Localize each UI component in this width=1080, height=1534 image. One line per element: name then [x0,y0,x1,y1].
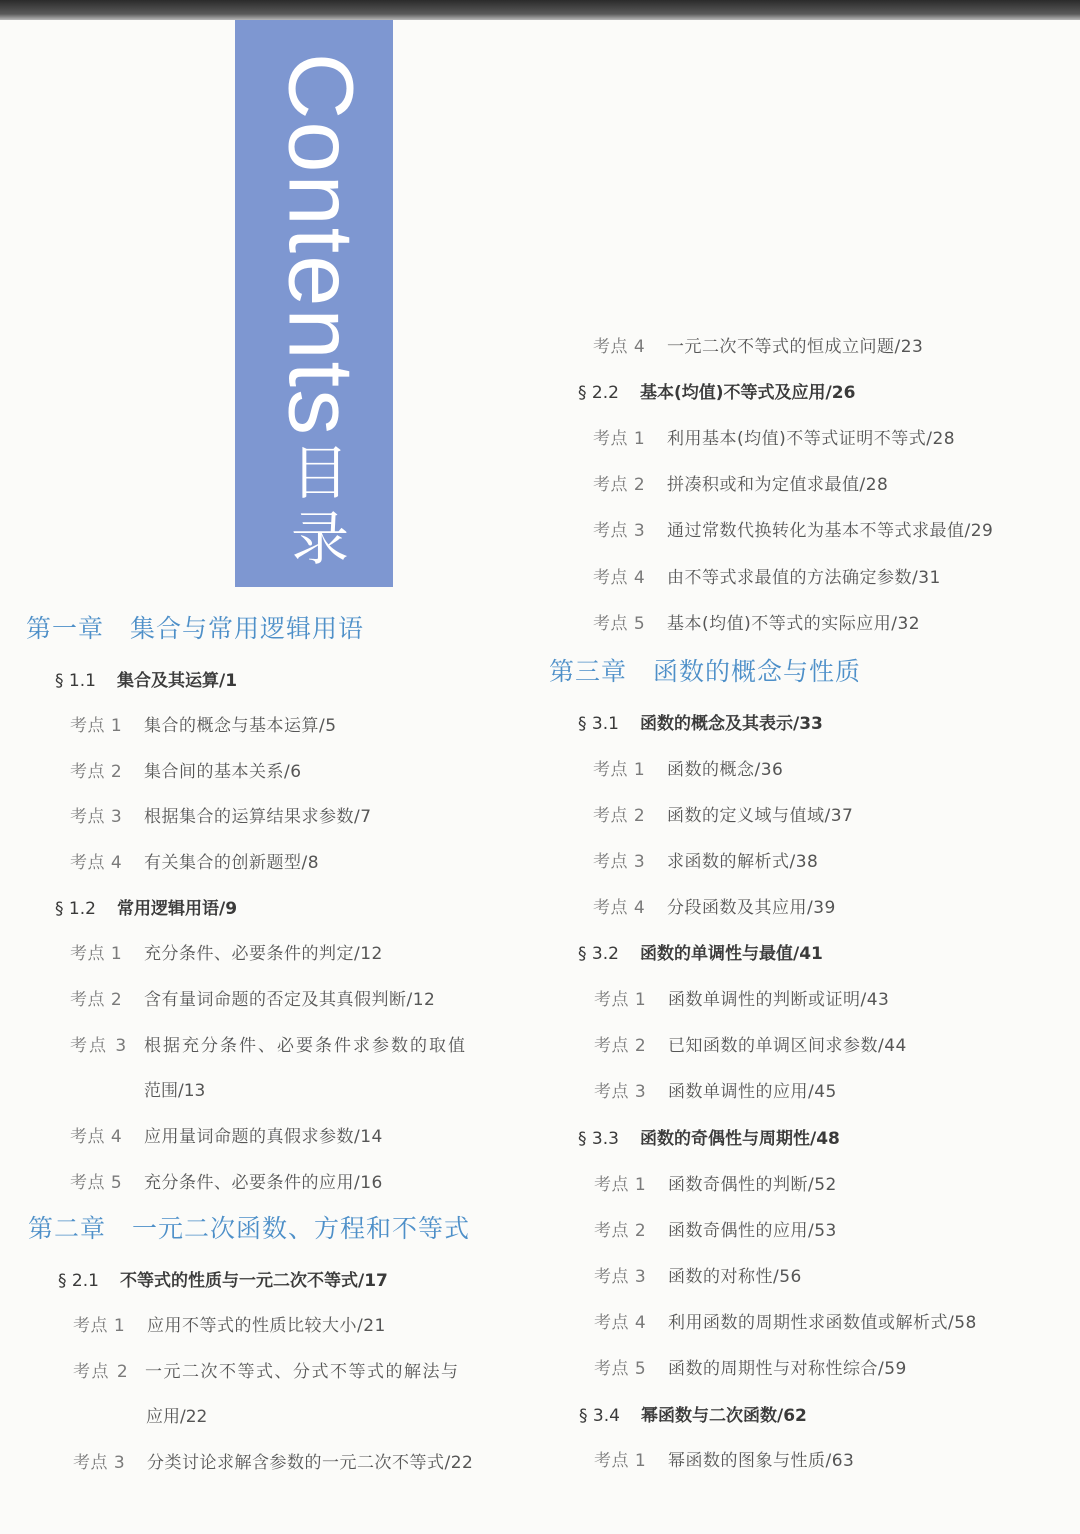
topic-text: 利用基本(均值)不等式证明不等式/28 [667,429,956,449]
topic-entry[interactable] [593,470,888,495]
topic-number: 考点 1 [73,1316,126,1336]
section-entry[interactable] [578,378,855,403]
section-number: § 2.1 [58,1271,99,1291]
topic-text: 函数的定义域与值域/37 [667,806,854,826]
topic-text: 根据充分条件、必要条件求参数的取值 [144,1036,467,1056]
topic-number: 考点 4 [70,1127,123,1147]
topic-text: 集合间的基本关系/6 [144,762,302,782]
topic-number: 考点 4 [70,853,123,873]
topic-entry[interactable] [593,516,993,541]
topic-entry[interactable] [594,1077,837,1102]
topic-text: 基本(均值)不等式的实际应用/32 [667,614,921,634]
chapter-heading [28,1209,470,1245]
topic-text: 函数奇偶性的判断/52 [668,1175,837,1195]
topic-text: 函数的概念/36 [667,760,784,780]
topic-entry[interactable] [70,711,337,736]
topic-text: 函数的对称性/56 [668,1267,802,1287]
topic-entry[interactable] [73,1311,386,1336]
section-entry[interactable] [578,709,823,734]
chapter-title: 集合与常用逻辑用语 [130,614,365,643]
topic-number: 考点 3 [593,521,646,541]
topic-number: 考点 3 [73,1453,126,1473]
topic-number: 考点 2 [70,990,123,1010]
topic-entry[interactable] [593,332,923,357]
topic-number: 考点 5 [594,1359,647,1379]
section-number: § 1.2 [55,899,96,919]
topic-number: 考点 2 [594,1036,647,1056]
topic-number: 考点 1 [593,429,646,449]
banner-title-zh-char: 目 [290,439,349,507]
topic-text: 含有量词命题的否定及其真假判断/12 [144,990,436,1010]
section-number: § 1.1 [55,671,96,691]
topic-number: 考点 1 [70,944,123,964]
section-number: § 3.1 [578,714,619,734]
topic-number: 考点 4 [593,568,646,588]
banner-title-en: Contents [269,52,372,438]
topic-number: 考点 3 [70,807,123,827]
topic-entry[interactable] [70,848,319,873]
topic-text: 一元二次不等式、分式不等式的解法与 [145,1362,460,1382]
topic-number: 考点 1 [593,760,646,780]
topic-entry[interactable] [593,609,920,634]
topic-text: 充分条件、必要条件的判定/12 [144,944,383,964]
topic-text: 分段函数及其应用/39 [667,898,836,918]
topic-number: 考点 3 [594,1082,647,1102]
section-number: § 3.2 [578,944,619,964]
section-number: § 3.4 [579,1406,620,1426]
topic-number: 考点 2 [594,1221,647,1241]
section-entry[interactable] [55,666,237,691]
section-number: § 2.2 [578,383,619,403]
topic-text: 根据集合的运算结果求参数/7 [144,807,372,827]
chapter-heading [549,652,861,688]
topic-text: 函数单调性的应用/45 [668,1082,837,1102]
section-title: 函数的奇偶性与周期性/48 [640,1129,840,1149]
topic-text: 利用函数的周期性求函数值或解析式/58 [668,1313,977,1333]
topic-text: 应用量词命题的真假求参数/14 [144,1127,383,1147]
chapter-number: 第二章 [28,1214,107,1243]
topic-entry[interactable] [593,801,853,826]
topic-text: 求函数的解析式/38 [667,852,819,872]
topic-text: 分类讨论求解含参数的一元二次不等式/22 [147,1453,474,1473]
chapter-title: 函数的概念与性质 [653,657,862,686]
topic-entry[interactable] [73,1448,473,1473]
topic-number: 考点 2 [70,762,123,782]
topic-text: 已知函数的单调区间求参数/44 [668,1036,907,1056]
topic-text: 应用不等式的性质比较大小/21 [147,1316,386,1336]
topic-number: 考点 3 [593,852,646,872]
topic-text: 有关集合的创新题型/8 [144,853,320,873]
topic-text: 通过常数代换转化为基本不等式求最值/29 [667,521,994,541]
topic-number: 考点 4 [593,898,646,918]
topic-number: 考点 5 [593,614,646,634]
topic-number: 考点 4 [594,1313,647,1333]
topic-entry[interactable] [593,847,818,872]
topic-number: 考点 1 [594,1175,647,1195]
topic-entry[interactable] [70,939,383,964]
topic-entry[interactable] [70,1122,383,1147]
topic-number: 考点 1 [594,1451,647,1471]
section-title: 常用逻辑用语/9 [117,899,238,919]
topic-entry[interactable] [594,1031,907,1056]
topic-text-continued: 范围/13 [144,1081,206,1101]
topic-number: 考点 2 [593,806,646,826]
topic-number: 考点 3 [594,1267,647,1287]
topic-text: 函数的周期性与对称性综合/59 [668,1359,907,1379]
topic-entry[interactable] [70,1168,383,1193]
topic-text: 函数奇偶性的应用/53 [668,1221,837,1241]
topic-entry[interactable] [593,893,836,918]
scan-top-edge [0,0,1080,20]
section-title: 函数的单调性与最值/41 [640,944,823,964]
topic-entry[interactable] [593,563,941,588]
topic-entry[interactable] [70,985,435,1010]
topic-text: 由不等式求最值的方法确定参数/31 [667,568,941,588]
topic-entry[interactable] [594,1446,854,1471]
topic-text-continued: 应用/22 [146,1407,208,1427]
topic-entry[interactable] [594,1262,802,1287]
topic-entry[interactable] [593,755,783,780]
topic-number: 考点 2 [593,475,646,495]
section-entry[interactable] [579,1401,807,1426]
section-entry[interactable] [578,939,823,964]
section-entry[interactable] [58,1266,388,1291]
topic-text: 拼凑积或和为定值求最值/28 [667,475,889,495]
topic-entry[interactable] [594,985,889,1010]
topic-entry[interactable] [70,757,302,782]
banner-title-zh-char: 录 [290,505,349,573]
chapter-title: 一元二次函数、方程和不等式 [132,1214,471,1243]
section-title: 不等式的性质与一元二次不等式/17 [120,1271,388,1291]
topic-entry[interactable] [594,1354,907,1379]
topic-number: 考点 4 [593,337,646,357]
topic-text: 幂函数的图象与性质/63 [668,1451,855,1471]
topic-number: 考点 1 [594,990,647,1010]
topic-entry[interactable] [594,1308,977,1333]
topic-entry[interactable] [73,1357,460,1382]
topic-number: 考点 3 [70,1036,129,1056]
chapter-number: 第三章 [549,657,628,686]
topic-entry[interactable] [594,1170,837,1195]
topic-text: 一元二次不等式的恒成立问题/23 [667,337,924,357]
section-title: 集合及其运算/1 [117,671,238,691]
section-title: 基本(均值)不等式及应用/26 [640,383,856,403]
topic-text: 集合的概念与基本运算/5 [144,716,337,736]
banner-title-zh [282,440,358,572]
section-title: 幂函数与二次函数/62 [641,1406,807,1426]
topic-text: 函数单调性的判断或证明/43 [668,990,890,1010]
topic-entry[interactable] [594,1216,837,1241]
chapter-heading [26,609,364,645]
topic-number: 考点 2 [73,1362,130,1382]
section-entry[interactable] [55,894,237,919]
section-entry[interactable] [578,1124,840,1149]
section-title: 函数的概念及其表示/33 [640,714,823,734]
topic-entry[interactable] [70,1031,467,1056]
section-number: § 3.3 [578,1129,619,1149]
topic-number: 考点 5 [70,1173,123,1193]
chapter-number: 第一章 [26,614,105,643]
topic-text: 充分条件、必要条件的应用/16 [144,1173,383,1193]
topic-number: 考点 1 [70,716,123,736]
topic-entry[interactable] [70,802,372,827]
topic-entry[interactable] [593,424,955,449]
